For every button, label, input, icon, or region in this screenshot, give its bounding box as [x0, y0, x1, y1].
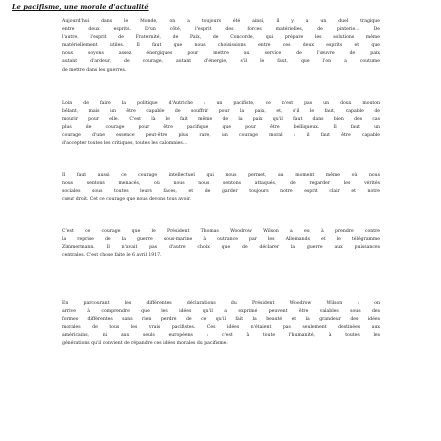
- paragraph-line: Aujourd'hui dans le Monde, on a toujours été ainsi, il y a un duel tragique: [62, 19, 380, 24]
- paragraph-line: nous soyons assez énergiques pour mettre au service de l'œuvre de paix: [62, 51, 380, 57]
- paragraph-line: formes différentes sans rien perdre de ce qu'il fait la beauté et la grandeur des idées: [62, 317, 380, 323]
- paragraph-line: cœur droit. Cet ce courage que nous devons tous avoir.: [62, 197, 191, 203]
- paragraph-3: [62, 172, 380, 204]
- paragraph-line: entre deux esprits. D'un côté, l'esprit des forces matérielles, de pinterie... De: [62, 27, 380, 33]
- paragraph-line: plus de courage pour être pacifique que pour être belliqueux. Il faut un: [62, 125, 380, 131]
- paragraph-line: C'est ce courage que le Président Thomas Woodrow Wilson a eu à prendre contre: [62, 229, 380, 234]
- paragraph-line: arrive à comprendre que les idées qu'il a exprimé peuvent être valables sous des: [62, 309, 380, 315]
- paragraph-line: l'autre, l'esprit de Fraternité, de Paix, de Concorde, qui prépare les solutions même: [62, 35, 380, 41]
- paragraph-line: En parcourant les différentes déclarations du Président Woodrow Wilson : on: [62, 301, 380, 306]
- paragraph-line: d'accepter toutes les critiques, toutes les calomnies...: [62, 141, 188, 147]
- paragraph-line: matériellement utiles. Il faut que nous choisissions entre ces deux esprits et que: [62, 43, 380, 49]
- paragraph-1: [62, 18, 380, 75]
- paragraph-4: [62, 228, 380, 260]
- paragraph-line: centrales. C'est chose faite le 6 avril 1917.: [62, 253, 162, 259]
- paragraph-line: nous sentons menacés, où nous nous sentons attaqués, de regarder les vérités: [62, 181, 380, 187]
- paragraph-line: américains, ni aux seuls européens : c'est à toute l'humanité, à toutes les: [62, 333, 380, 339]
- paragraph-line: de mettre dans les guerres.: [62, 67, 127, 73]
- paragraph-line: morales de tous les vrais pacifistes. Ces idées n'étaient pas seulement destinées aux: [62, 325, 380, 331]
- paragraph-line: mourir pour elle. C'est là le fait même de la paix qu'il faut dans bien des cas: [62, 117, 380, 123]
- paragraph-5: [62, 300, 380, 349]
- paragraph-line: Il faut aussi ce courage intellectuel qui nous permet, au moment même où nous: [62, 173, 380, 178]
- paragraph-2: [62, 100, 380, 149]
- paragraph-line: courage d'une essence peut-être plus rare, un courage moral : il faut être capable: [62, 133, 380, 139]
- paragraph-line: générations qu'il convient de répandre ces idées morales du pacifisme.: [62, 341, 228, 347]
- paragraph-line: Loin de faire la politique d'Autriche : un pacifiste, ce n'est pas un doux mouton: [62, 101, 380, 106]
- document-title: Le pacifisme, une morale d'actualité: [12, 3, 149, 11]
- paragraph-line: la reprise de la guerre sous-marine à outrance par les Allemands et le télégramme: [62, 237, 380, 243]
- paragraph-line: Zimmermann. Il n'avait pas d'autre choix que de déclarer la guerre aux puissances: [62, 245, 380, 251]
- paragraph-line: autant d'ardeur, de courage, autant d'énergie, s'il le faut, que l'on a coutume: [62, 59, 380, 65]
- paragraph-line: bêlant, mais un être capable de souffrir pour la paix, et, s'il le faut, capable de: [62, 109, 380, 115]
- paragraph-line: sociales sous toutes leurs faces, et de garder toujours notre esprit clair et notre: [62, 189, 380, 195]
